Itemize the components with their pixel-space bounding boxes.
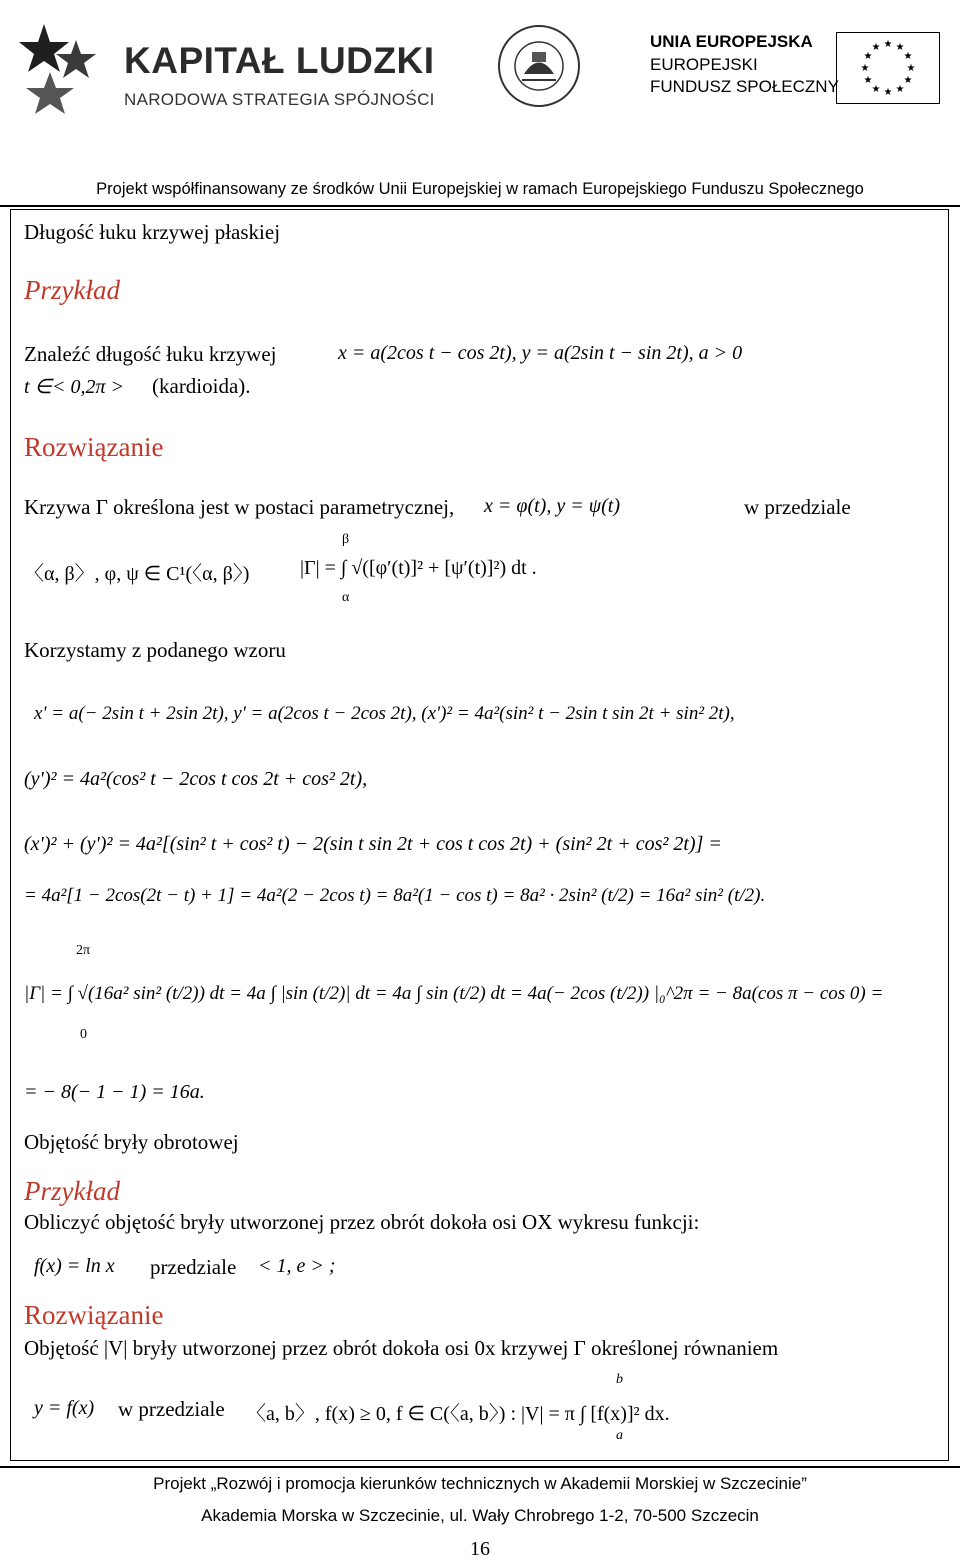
page-number: 16 bbox=[470, 1538, 490, 1560]
solution-text-4: w przedziale bbox=[118, 1397, 225, 1421]
example-heading-2: Przykład bbox=[24, 1176, 120, 1206]
solution-text-1: Krzywa Γ określona jest w postaci parametrycznej, bbox=[24, 495, 455, 519]
svg-text:★: ★ bbox=[895, 84, 905, 95]
arc-int-lower: α bbox=[342, 590, 350, 605]
integral-upper: 2π bbox=[76, 943, 91, 958]
svg-text:★: ★ bbox=[863, 75, 873, 86]
unia-europejska-logo bbox=[650, 32, 950, 112]
svg-text:★: ★ bbox=[883, 39, 893, 50]
solution-text-3: Objętość |V| bryły utworzonej przez obrót dokoła osi 0x krzywej Γ określonej równaniem bbox=[24, 1336, 779, 1360]
equation-2: (y')² = 4a²(cos² t − 2cos t cos 2t + cos² 2t), bbox=[24, 768, 368, 790]
task-interval-1: t ∈< 0,2π > bbox=[24, 376, 124, 398]
footer-address: Akademia Morska w Szczecinie, ul. Wały Chrobrego 1-2, 70-500 Szczecin bbox=[201, 1506, 759, 1525]
header-divider bbox=[0, 205, 960, 207]
akademia-morska-seal bbox=[494, 16, 584, 116]
use-formula-text: Korzystamy z podanego wzoru bbox=[24, 638, 286, 662]
section-title-arc-length: Długość łuku krzywej płaskiej bbox=[24, 220, 281, 244]
svg-text:★: ★ bbox=[906, 63, 916, 74]
arc-int-upper: β bbox=[342, 532, 350, 547]
equation-1: x' = a(− 2sin t + 2sin 2t), y' = a(2cos t − 2cos 2t), (x')² = 4a²(sin² t − 2sin t sin 2t + sin² 2t), bbox=[34, 703, 735, 724]
svg-text:★: ★ bbox=[871, 42, 881, 53]
task-function: f(x) = ln x bbox=[34, 1255, 115, 1277]
task-interval-2: < 1, e > ; bbox=[258, 1255, 336, 1277]
svg-text:★: ★ bbox=[863, 51, 873, 62]
footer-divider bbox=[0, 1466, 960, 1468]
interval-condition: 〈α, β〉, φ, ψ ∈ C¹(〈α, β〉) bbox=[24, 563, 250, 585]
task-mid-text: przedziale bbox=[150, 1255, 237, 1279]
example-heading-1: Przykład bbox=[24, 275, 120, 305]
section-title-volume: Objętość bryły obrotowej bbox=[24, 1130, 239, 1154]
task-formula-1: x = a(2cos t − cos 2t), y = a(2sin t − sin 2t), a > 0 bbox=[338, 342, 743, 364]
seal-emblem-icon bbox=[494, 16, 584, 116]
task-kardioida: (kardioida). bbox=[152, 374, 251, 398]
solution-heading-2: Rozwiązanie bbox=[24, 1300, 164, 1330]
param-formula: x = φ(t), y = ψ(t) bbox=[484, 495, 620, 517]
solution-text-2: w przedziale bbox=[744, 495, 851, 519]
kapital-ludzki-title: KAPITAŁ LUDZKI bbox=[124, 40, 435, 81]
footer-project: Projekt „Rozwój i promocja kierunków technicznych w Akademii Morskiej w Szczecinie” bbox=[153, 1474, 807, 1493]
svg-text:★: ★ bbox=[883, 87, 893, 98]
kapital-ludzki-logo bbox=[14, 14, 454, 114]
volume-int-upper: b bbox=[616, 1372, 623, 1387]
kapital-ludzki-stars-icon bbox=[14, 14, 114, 114]
kapital-ludzki-subtitle: NARODOWA STRATEGIA SPÓJNOŚCI bbox=[124, 90, 435, 109]
arc-length-formula: |Γ| = ∫ √([φ′(t)]² + [ψ′(t)]²) dt . bbox=[300, 557, 537, 579]
eu-flag-icon bbox=[836, 32, 940, 104]
integral-lower: 0 bbox=[80, 1027, 87, 1042]
curve-equation: y = f(x) bbox=[34, 1397, 95, 1419]
equation-4: = 4a²[1 − 2cos(2t − t) + 1] = 4a²(2 − 2cos t) = 8a²(1 − cos t) = 8a² · 2sin² (t/2) = 16a² sin² (t/2). bbox=[24, 885, 766, 906]
equation-6: = − 8(− 1 − 1) = 16a. bbox=[24, 1081, 205, 1103]
ue-line1: UNIA EUROPEJSKA bbox=[650, 32, 813, 51]
solution-heading-1: Rozwiązanie bbox=[24, 432, 164, 462]
svg-text:★: ★ bbox=[903, 51, 913, 62]
equation-5: |Γ| = ∫ √(16a² sin² (t/2)) dt = 4a ∫ |sin (t/2)| dt = 4a ∫ sin (t/2) dt = 4a(− 2cos (t/2)) |₀^2π = − 8a(cos π − cos 0) = bbox=[24, 983, 884, 1004]
svg-text:★: ★ bbox=[903, 75, 913, 86]
task-text-1: Znaleźć długość łuku krzywej bbox=[24, 342, 277, 366]
task-text-2: Obliczyć objętość bryły utworzonej przez obrót dokoła osi OX wykresu funkcji: bbox=[24, 1210, 700, 1234]
cofinance-text: Projekt współfinansowany ze środków Unii Europejskiej w ramach Europejskiego Funduszu Społecznego bbox=[96, 180, 864, 198]
svg-text:★: ★ bbox=[895, 42, 905, 53]
volume-formula: 〈a, b〉, f(x) ≥ 0, f ∈ C(〈a, b〉) : |V| = π ∫ [f(x)]² dx. bbox=[246, 1403, 670, 1425]
ue-line3: FUNDUSZ SPOŁECZNY bbox=[650, 77, 839, 96]
volume-int-lower: a bbox=[616, 1428, 623, 1443]
svg-text:★: ★ bbox=[860, 63, 870, 74]
svg-text:★: ★ bbox=[871, 84, 881, 95]
equation-3: (x')² + (y')² = 4a²[(sin² t + cos² t) − 2(sin t sin 2t + cos t cos 2t) + (sin² 2t + cos² 2t)] = bbox=[24, 833, 722, 855]
ue-line2: EUROPEJSKI bbox=[650, 55, 758, 74]
